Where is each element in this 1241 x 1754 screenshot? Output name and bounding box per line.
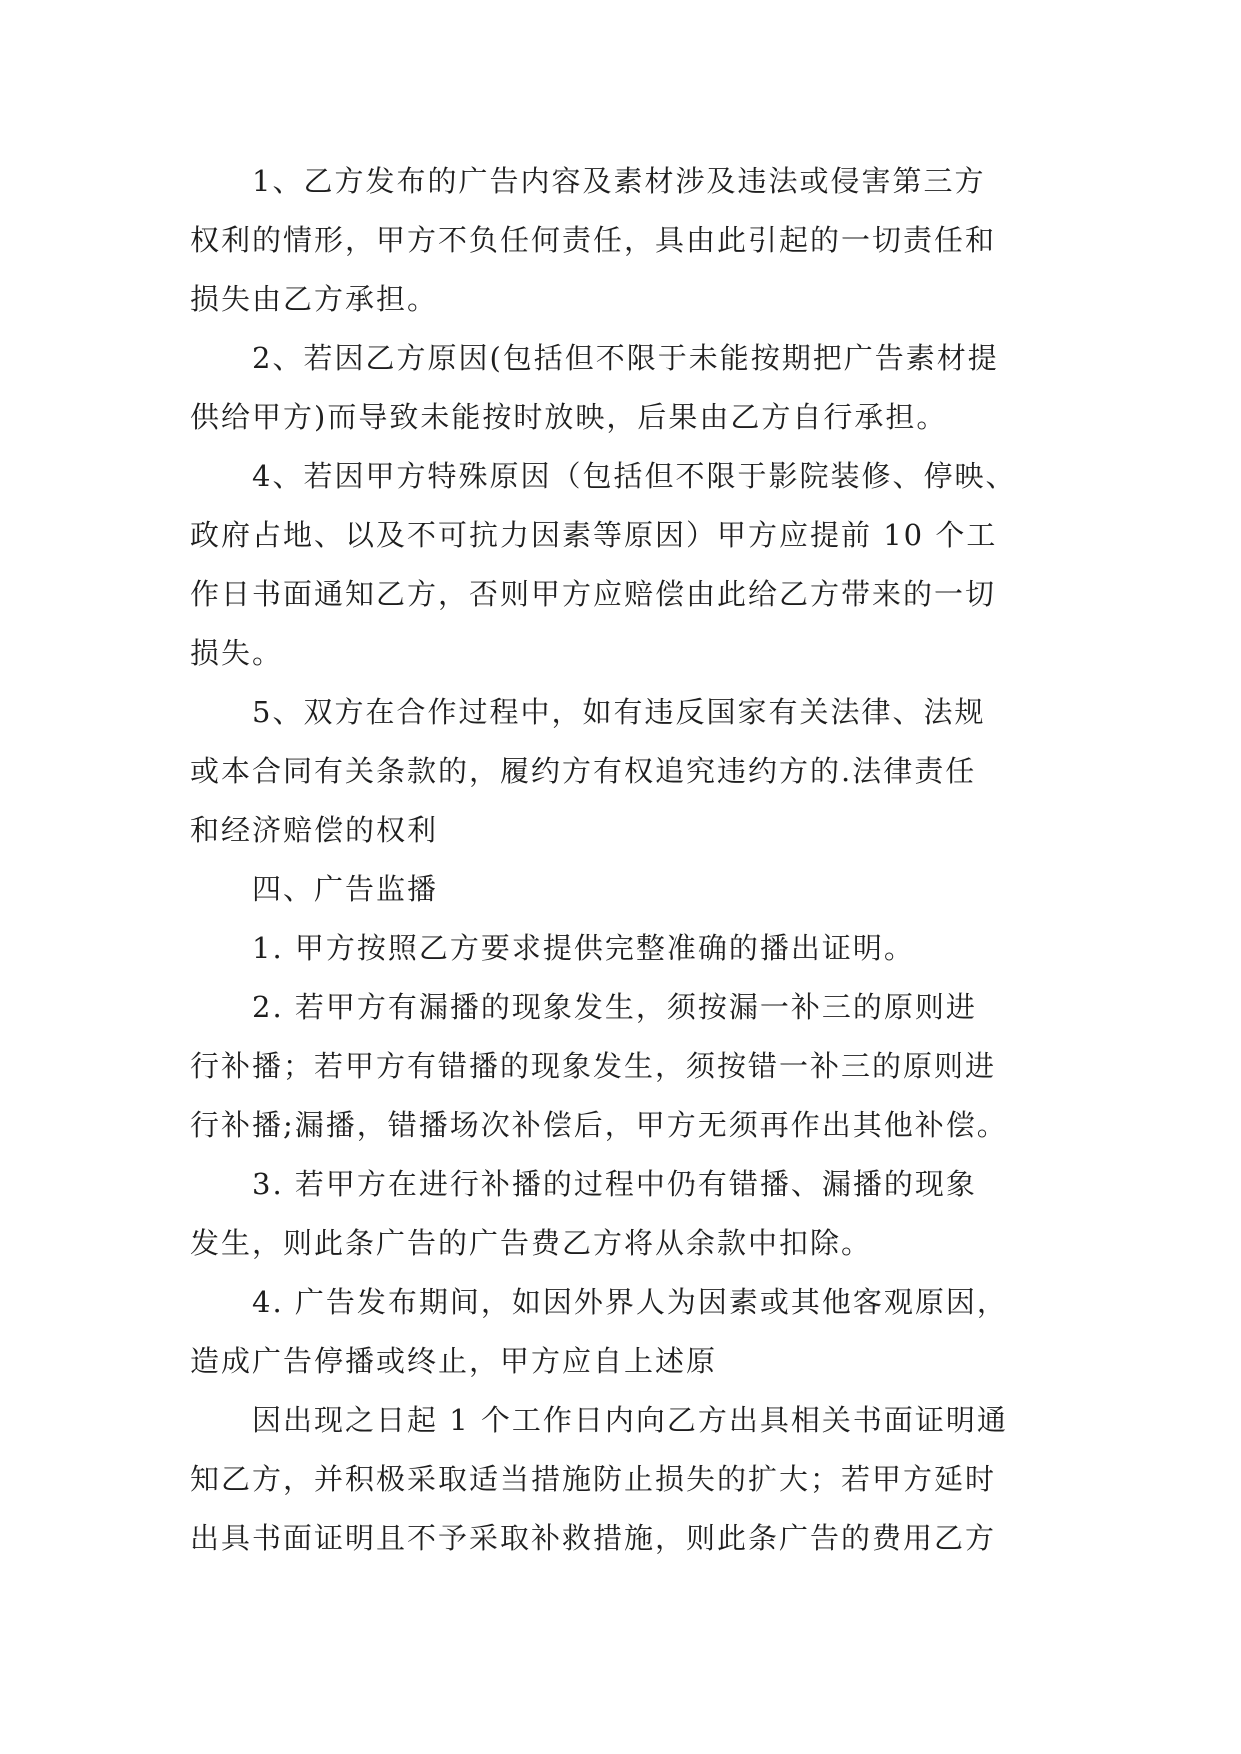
text-line: 5、双方在合作过程中，如有违反国家有关法律、法规 [252, 695, 986, 729]
text-line: 1. 甲方按照乙方要求提供完整准确的播出证明。 [252, 931, 915, 965]
text-line: 造成广告停播或终止，甲方应自上述原 [190, 1344, 718, 1378]
text-line: 2、若因乙方原因(包括但不限于未能按期把广告素材提 [252, 341, 999, 375]
text-line: 行补播;漏播，错播场次补偿后，甲方无须再作出其他补偿。 [190, 1108, 1008, 1142]
document-body [190, 152, 1060, 1568]
text-line: 损失。 [190, 636, 284, 670]
text-line: 或本合同有关条款的，履约方有权追究违约方的.法律责任 [190, 754, 977, 788]
text-line: 和经济赔偿的权利 [190, 813, 439, 847]
text-line: 权利的情形，甲方不负任何责任，具由此引起的一切责任和 [190, 223, 997, 257]
text-line: 供给甲方)而导致未能按时放映，后果由乙方自行承担。 [190, 400, 948, 434]
text-line: 作日书面通知乙方，否则甲方应赔偿由此给乙方带来的一切 [190, 577, 997, 611]
text-line: 4、若因甲方特殊原因（包括但不限于影院装修、停映、 [252, 459, 1017, 493]
section-heading: 四、广告监播 [252, 872, 439, 906]
text-line: 知乙方，并积极采取适当措施防止损失的扩大；若甲方延时 [190, 1462, 997, 1496]
text-line: 损失由乙方承担。 [190, 282, 439, 316]
text-line: 发生，则此条广告的广告费乙方将从余款中扣除。 [190, 1226, 873, 1260]
text-line: 出具书面证明且不予采取补救措施，则此条广告的费用乙方 [190, 1521, 997, 1555]
text-line: 政府占地、以及不可抗力因素等原因）甲方应提前 10 个工 [190, 518, 998, 552]
text-line: 2. 若甲方有漏播的现象发生，须按漏一补三的原则进 [252, 990, 977, 1024]
text-line: 1、乙方发布的广告内容及素材涉及违法或侵害第三方 [252, 164, 986, 198]
text-line: 4. 广告发布期间，如因外界人为因素或其他客观原因， [252, 1285, 1008, 1319]
text-line: 3. 若甲方在进行补播的过程中仍有错播、漏播的现象 [252, 1167, 977, 1201]
text-line: 行补播；若甲方有错播的现象发生，须按错一补三的原则进 [190, 1049, 997, 1083]
text-line: 因出现之日起 1 个工作日内向乙方出具相关书面证明通 [252, 1403, 1008, 1437]
